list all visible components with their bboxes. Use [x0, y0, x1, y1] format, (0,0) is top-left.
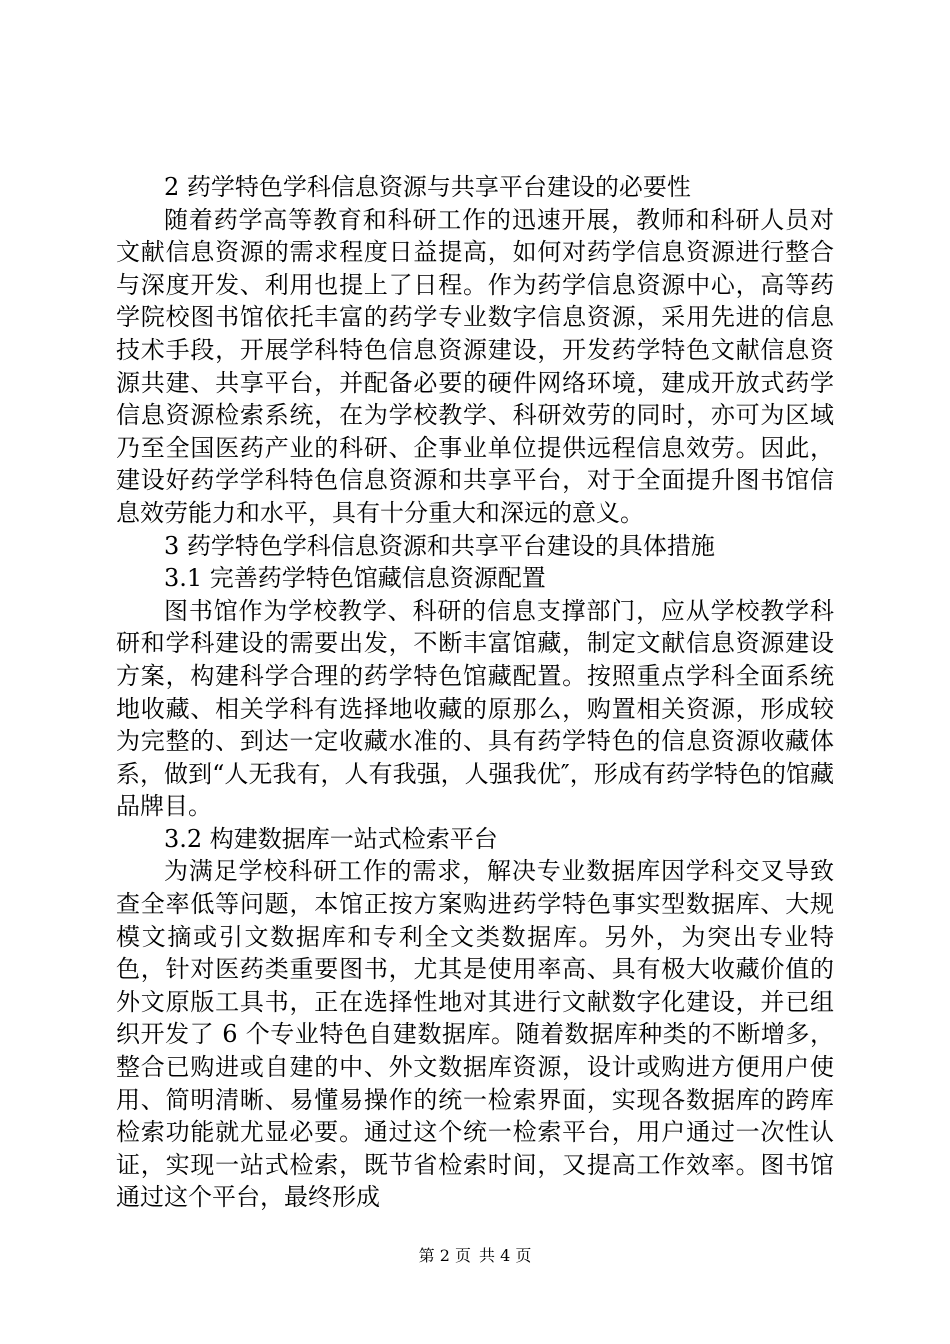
section-3-1-heading: 3.1 完善药学特色馆藏信息资源配置: [164, 564, 546, 593]
section-3-heading: 3 药学特色学科信息资源和共享平台建设的具体措施: [164, 531, 715, 560]
page-number-total: 共 4 页: [479, 1246, 532, 1265]
section-3-1-paragraph: 图书馆作为学校教学、科研的信息支撑部门，应从学校教学科研和学科建设的需要出发，不断丰富馆藏，制定文献信息资源建设方案，构建科学合理的药学特色馆藏配置。按照重点学科全面系统地收藏、相关学科有选择地收藏的原那么，购置相关资源，形成较为完整的、到达一定收藏水准的、具有药学特色的信息资源收藏体系，做到“人无我有，人有我强，人强我优″，形成有药学特色的馆藏品牌目。: [116, 596, 834, 821]
page-number-current: 第 2 页: [418, 1246, 471, 1265]
page-footer: [0, 1246, 950, 1266]
section-2-heading: 2 药学特色学科信息资源与共享平台建设的必要性: [164, 173, 691, 201]
document-body: [116, 171, 834, 1214]
section-3-2-heading: 3.2 构建数据库一站式检索平台: [164, 824, 498, 853]
section-3-2-paragraph: 为满足学校科研工作的需求，解决专业数据库因学科交叉导致查全率低等问题，本馆正按方案购进药学特色事实型数据库、大规模文摘或引文数据库和专利全文类数据库。另外，为突出专业特色，针对医药类重要图书，尤其是使用率高、具有极大收藏价值的外文原版工具书，正在选择性地对其进行文献数字化建设，并已组织开发了 6 个专业特色自建数据库。随着数据库种类的不断增多，整合已购进或自建的中、外文数据库资源，设计或购进方便用户使用、简明清晰、易懂易操作的统一检索界面，实现各数据库的跨库检索功能就尤显必要。通过这个统一检索平台，用户通过一次性认证，实现一站式检索，既节省检索时间，又提高工作效率。图书馆通过这个平台，最终形成: [116, 857, 834, 1212]
section-2-paragraph: 随着药学高等教育和科研工作的迅速开展，教师和科研人员对文献信息资源的需求程度日益提高，如何对药学信息资源进行整合与深度开发、利用也提上了日程。作为药学信息资源中心，高等药学院校图书馆依托丰富的药学专业数字信息资源，采用先进的信息技术手段，开展学科特色信息资源建设，开发药学特色文献信息资源共建、共享平台，并配备必要的硬件网络环境，建成开放式药学信息资源检索系统，在为学校教学、科研效劳的同时，亦可为区域乃至全国医药产业的科研、企事业单位提供远程信息效劳。因此，建设好药学学科特色信息资源和共享平台，对于全面提升图书馆信息效劳能力和水平，具有十分重大和深远的意义。: [116, 205, 834, 527]
